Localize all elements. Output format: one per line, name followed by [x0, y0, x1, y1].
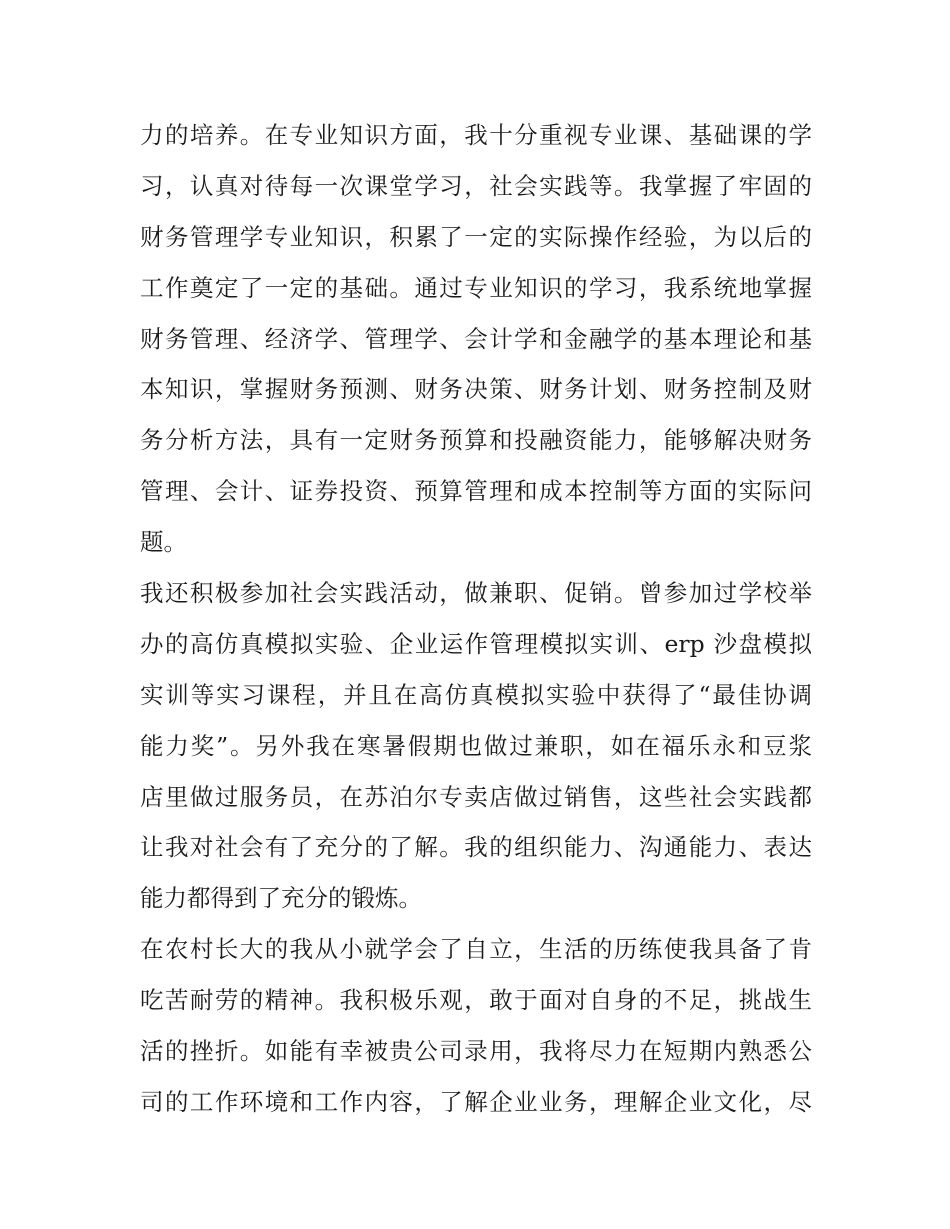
text-line: 能力都得到了充分的锻炼。 [140, 884, 422, 913]
text-line: 题。 [140, 528, 187, 557]
text-line: 让我对社会有了充分的了解。我的组织能力、沟通能力、表达 [140, 833, 812, 862]
text-line: 财务管理学专业知识，积累了一定的实际操作经验，为以后的 [140, 222, 812, 251]
text-line: 吃苦耐劳的精神。我积极乐观，敢于面对自身的不足，挑战生 [140, 986, 812, 1015]
text-line: 店里做过服务员，在苏泊尔专卖店做过销售，这些社会实践都 [140, 782, 812, 811]
text-line: 司的工作环境和工作内容，了解企业业务，理解企业文化，尽 [140, 1087, 812, 1116]
text-line: 办的高仿真模拟实验、企业运作管理模拟实训、erp 沙盘模拟 [140, 629, 812, 658]
text-line: 在农村长大的我从小就学会了自立，生活的历练使我具备了肯 [140, 935, 812, 964]
text-line: 财务管理、经济学、管理学、会计学和金融学的基本理论和基 [140, 324, 812, 353]
paragraph-3 [140, 924, 812, 1128]
text-line: 能力奖”。另外我在寒暑假期也做过兼职，如在福乐永和豆浆 [140, 731, 812, 760]
paragraph-1 [140, 110, 812, 568]
text-line: 务分析方法，具有一定财务预算和投融资能力，能够解决财务 [140, 426, 812, 455]
text-line: 活的挫折。如能有幸被贵公司录用，我将尽力在短期内熟悉公 [140, 1037, 812, 1066]
text-line: 管理、会计、证券投资、预算管理和成本控制等方面的实际问 [140, 477, 812, 506]
text-line: 力的培养。在专业知识方面，我十分重视专业课、基础课的学 [140, 121, 812, 149]
paragraph-2 [140, 568, 812, 924]
text-line: 我还积极参加社会实践活动，做兼职、促销。曾参加过学校举 [140, 579, 812, 608]
text-line: 本知识，掌握财务预测、财务决策、财务计划、财务控制及财 [140, 375, 812, 404]
text-line: 工作奠定了一定的基础。通过专业知识的学习，我系统地掌握 [140, 273, 812, 302]
text-line: 实训等实习课程，并且在高仿真模拟实验中获得了“最佳协调 [140, 680, 812, 709]
text-line: 习，认真对待每一次课堂学习，社会实践等。我掌握了牢固的 [140, 171, 812, 200]
body-text [140, 110, 812, 1128]
